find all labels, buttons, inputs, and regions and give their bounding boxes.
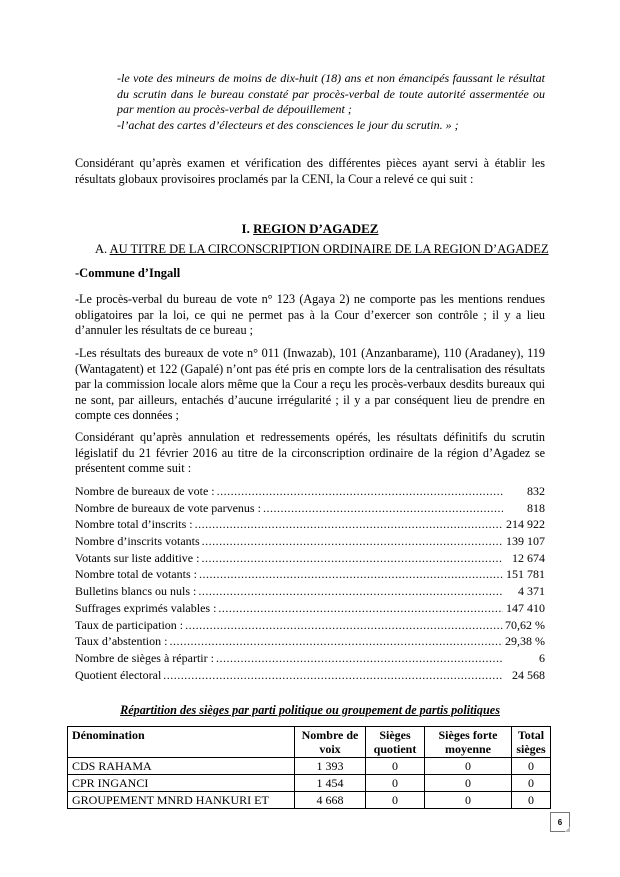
results-list — [75, 484, 545, 684]
leader-dots — [199, 567, 503, 582]
section-heading — [0, 221, 620, 237]
header-votes: Nombre de voix — [295, 727, 366, 758]
leader-dots — [198, 584, 503, 599]
paragraph-missing-results: -Les résultats des bureaux de vote n° 011 (Inwazab), 101 (Anzanbarame), 110 (Aradaney), 119 (Wantagatent) et 122 (Gapalé) n’ont pas été pris en compte lors de la centralisation des résultats par la commission locale alors même que la Cour a reçu les procès-verbaux desdits bureaux qui ne sont, par ailleurs, entachés d’aucune irrégularité ; il y a par conséquent lieu de prendre en compte ces données ; — [75, 346, 545, 422]
table-row: CPR INGANCI 1 454 0 0 0 — [68, 775, 551, 792]
stat-row: Nombre de bureaux de vote : ..... 832 — [75, 484, 545, 501]
leader-dots — [218, 601, 503, 616]
leader-dots — [217, 484, 503, 499]
stat-row: Taux d’abstention : ..... 29,38 % — [75, 634, 545, 651]
stat-row: Nombre de sièges à répartir : ..... 6 — [75, 651, 545, 668]
table-header-row — [68, 727, 551, 758]
quote-line: -l’achat des cartes d’électeurs et des consciences le jour du scrutin. » ; — [117, 117, 459, 132]
header-name: Dénomination — [68, 727, 295, 758]
header-total: Total sièges — [512, 727, 551, 758]
header-quotient: Sièges quotient — [366, 727, 425, 758]
table-title: Répartition des sièges par parti politique ou groupement de partis politiques — [120, 703, 500, 717]
leader-dots — [263, 501, 503, 516]
leader-dots — [169, 634, 503, 649]
table-row: CDS RAHAMA 1 393 0 0 0 — [68, 758, 551, 775]
commune-heading: -Commune d’Ingall — [75, 266, 181, 280]
seats-table — [67, 726, 551, 809]
leader-dots — [202, 534, 503, 549]
stat-row: Suffrages exprimés valables : ..... 147 410 — [75, 601, 545, 618]
considering-paragraph: Considérant qu’après examen et vérification des différentes pièces ayant servi à établir les résultats globaux provisoires proclamés par la CENI, la Cour a relevé ce qui suit : — [75, 156, 545, 186]
paragraph-agaya: -Le procès-verbal du bureau de vote n° 123 (Agaya 2) ne comporte pas les mentions rendues obligatoires par la loi, ce qui ne permet pas à la Cour d’exercer son contrôle ; il y a lieu d’annuler les résultats de ce bureau ; — [75, 292, 545, 337]
leader-dots — [163, 668, 503, 683]
leader-dots — [201, 551, 503, 566]
stat-row: Nombre total d’inscrits : ..... 214 922 — [75, 517, 545, 534]
stat-row: Taux de participation : ..... 70,62 % — [75, 618, 545, 635]
stat-row: Bulletins blancs ou nuls : ..... 4 371 — [75, 584, 545, 601]
leader-dots — [195, 517, 503, 532]
section-number: I. — [241, 221, 250, 236]
leader-dots — [185, 618, 503, 633]
stat-row: Quotient électoral ..... 24 568 — [75, 668, 545, 685]
header-remainder: Sièges forte moyenne — [425, 727, 512, 758]
quote-line: -le vote des mineurs de moins de dix-huit (18) ans et non émancipés faussant le résultat du scrutin dans le bureau constaté par procès-verbal de toute autorité assermentée ou par mention au procès-verbal de dépouillement ; — [117, 71, 545, 116]
stat-row: Nombre total de votants : ..... 151 781 — [75, 567, 545, 584]
stat-row: Votants sur liste additive : ..... 12 674 — [75, 551, 545, 568]
considering-final-paragraph: Considérant qu’après annulation et redressements opérés, les résultats définitifs du scrutin législatif du 21 février 2016 au titre de la circonscription ordinaire de la région d’Agadez se présentent comme suit : — [75, 430, 545, 475]
subsection-title: AU TITRE DE LA CIRCONSCRIPTION ORDINAIRE DE LA REGION D’AGADEZ — [109, 242, 549, 256]
leader-dots — [216, 651, 503, 666]
quoted-provisions — [117, 71, 545, 133]
section-title: REGION D’AGADEZ — [253, 221, 379, 236]
page-number: 6 — [550, 812, 570, 832]
subsection-heading — [95, 242, 549, 257]
stat-row: Nombre d’inscrits votants ..... 139 107 — [75, 534, 545, 551]
stat-row: Nombre de bureaux de vote parvenus : ..... 818 — [75, 501, 545, 518]
table-row: GROUPEMENT MNRD HANKURI ET 4 668 0 0 0 — [68, 792, 551, 809]
subsection-letter: A. — [95, 242, 108, 256]
